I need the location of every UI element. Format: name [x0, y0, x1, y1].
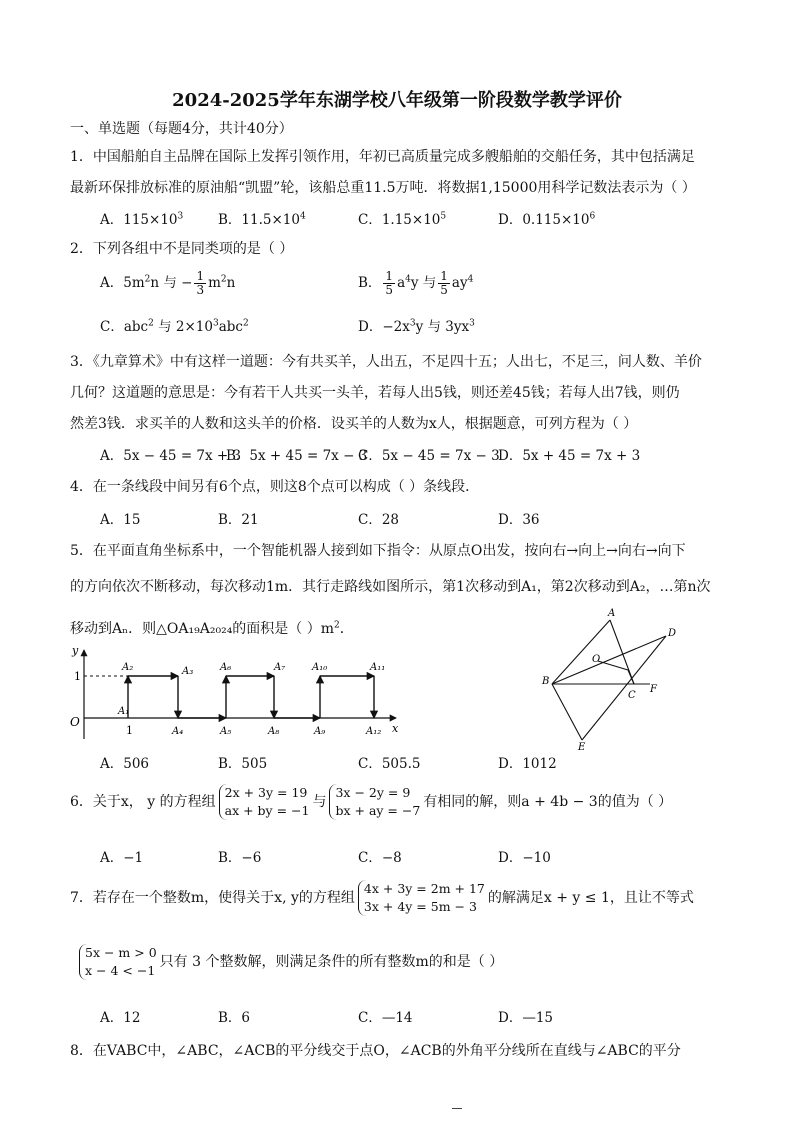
q7-inequality-system: 5x − m > 0 x − 4 < −1 — [79, 944, 157, 980]
q7-option-c: C．—14 — [358, 1010, 413, 1026]
q6-system-1: 2x + 3y = 19 ax + by = −1 — [219, 784, 310, 820]
point-c: C — [628, 690, 636, 701]
label-a11: A₁₁ — [370, 662, 386, 673]
q7-line2: 5x − m > 0 x − 4 < −1 只有 3 个整数解，则满足条件的所有整数m的和是（ ） — [76, 944, 503, 980]
q7-option-d: D．—15 — [498, 1010, 554, 1026]
q1-option-b: B．$11.5\times 10^4$ — [218, 211, 306, 228]
q4-stem: 4．在一条线段中间另有6个点，则这8个点可以构成（ ）条线段． — [70, 479, 480, 495]
label-a4: A₄ — [172, 726, 184, 737]
q8-line1: 8．在VABC中，∠ABC，∠ACB的平分线交于点O，∠ACB的外角平分线所在直线与∠ABC的平分 — [70, 1043, 681, 1059]
x-axis-label: x — [392, 722, 399, 735]
q2-stem: 2．下列各组中不是同类项的是（ ） — [70, 241, 294, 257]
q4-option-d: D．36 — [498, 512, 540, 528]
label-a1: A₁ — [118, 706, 130, 717]
label-a9: A₉ — [314, 726, 326, 737]
q5-line2: 的方向依次不断移动，每次移动1m．其行走路线如图所示，第1次移动到A₁，第2次移动到A₂，…第n次 — [70, 579, 711, 595]
q5-option-d: D．1012 — [498, 756, 557, 772]
q5-line1: 5．在平面直角坐标系中，一个智能机器人接到如下指令：从原点O出发，按向右→向上→向右→向下 — [70, 543, 686, 559]
q7-option-b: B．6 — [218, 1010, 251, 1026]
q7-system-1: 4x + 3y = 2m + 17 3x + 4y = 5m − 3 — [358, 880, 485, 916]
label-a10: A₁₀ — [312, 662, 328, 673]
label-a2: A₂ — [122, 662, 134, 673]
q2-option-c: C．abc$^2$ 与 $2\times 10^3abc^2$ — [100, 318, 249, 335]
origin-label: O — [70, 715, 80, 729]
geometry-figure — [538, 606, 698, 752]
q1-option-c: C．$1.15\times 10^5$ — [358, 211, 447, 228]
label-a8: A₈ — [268, 726, 280, 737]
q3-option-a: A．5x − 45 = 7x + 3 — [100, 448, 242, 464]
q4-option-b: B．21 — [218, 512, 259, 528]
q1-option-a: A．$115\times 10^3$ — [100, 211, 184, 228]
q6-stem: 6．关于x， y 的方程组 2x + 3y = 19 ax + by = −1 与 3x − 2y = 9 bx + ay = −7 有相同的解，则a + 4b − 3的值为（ ） — [70, 785, 673, 818]
q5-option-a: A．506 — [100, 756, 150, 772]
q6-system-2: 3x − 2y = 9 bx + ay = −7 — [329, 784, 420, 820]
q2-option-a: A．$5m^2n$ 与 − $\frac{1}{3}$ $m^2n$ — [100, 269, 236, 297]
exam-title: 2024-2025学年东湖学校八年级第一阶段数学教学评价 — [172, 90, 622, 111]
label-a5: A₅ — [220, 726, 232, 737]
label-a12: A₁₂ — [366, 726, 382, 737]
q5-option-b: B．505 — [218, 756, 268, 772]
robot-path-figure — [66, 644, 406, 744]
q3-option-d: D．5x + 45 = 7x + 3 — [498, 448, 641, 464]
q6-option-b: B．−6 — [218, 850, 262, 866]
q6-option-d: D．−10 — [498, 850, 551, 866]
q1-line1: 1．中国船舶自主品牌在国际上发挥引领作用，年初已高质量完成多艘船舶的交船任务，其中包括满足 — [70, 149, 695, 165]
point-o: O — [592, 654, 601, 665]
x-tick-1: 1 — [126, 724, 133, 737]
q4-option-a: A．15 — [100, 512, 141, 528]
q6-option-c: C．−8 — [358, 850, 402, 866]
q3-line1: 3．《九章算术》中有这样一道题：今有共买羊，人出五，不足四十五；人出七，不足三，问人数、羊价 — [70, 354, 702, 370]
y-axis-label: y — [72, 644, 79, 657]
label-a3: A₃ — [182, 666, 194, 677]
q3-line2: 几何？这道题的意思是：今有若干人共买一头羊，若每人出5钱，则还差45钱；若每人出7钱，则仍 — [70, 385, 680, 401]
q1-line2: 最新环保排放标准的原油船“凯盟”轮，该船总重11.5万吨．将数据1,15000用科学记数法表示为（ ） — [70, 180, 696, 196]
q6-option-a: A．−1 — [100, 850, 144, 866]
q1-option-d: D．$0.115\times 10^6$ — [498, 211, 596, 228]
point-e: E — [578, 742, 586, 752]
section-heading: 一、单选题（每题4分，共计40分） — [70, 121, 293, 137]
q5-option-c: C．505.5 — [358, 756, 421, 772]
y-tick-1: 1 — [74, 670, 81, 683]
point-d: D — [668, 628, 677, 639]
q3-line3: 然差3钱．求买羊的人数和这头羊的价格．设买羊的人数为x人，根据题意，可列方程为（ ） — [70, 416, 638, 432]
q4-option-c: C．28 — [358, 512, 400, 528]
point-b: B — [542, 676, 550, 687]
q2-option-d: D．$-2x^3y$ 与 $3yx^3$ — [358, 318, 475, 335]
q5-line3: 移动到Aₙ．则△OA₁₉A₂₀₂₄的面积是（ ）$m^2$． — [70, 620, 354, 637]
q7-option-a: A．12 — [100, 1010, 141, 1026]
q7-line1: 7．若存在一个整数m，使得关于x, y的方程组 4x + 3y = 2m + 17 3x + 4y = 5m − 3 的解满足x + y ≤ 1，且让不等式 — [70, 881, 694, 914]
q3-option-c: C．5x − 45 = 7x − 3 — [358, 448, 500, 464]
page-mark — [452, 1108, 462, 1109]
point-f: F — [650, 684, 657, 695]
label-a6: A₆ — [220, 662, 232, 673]
q3-option-b: B．5x + 45 = 7x − 3 — [226, 448, 368, 464]
q2-option-b: B． $\frac{1}{5}$ $a^4y$ 与 $\frac{1}{5}$ $ay^4$ — [358, 269, 474, 297]
point-a: A — [608, 608, 616, 619]
label-a7: A₇ — [274, 662, 286, 673]
